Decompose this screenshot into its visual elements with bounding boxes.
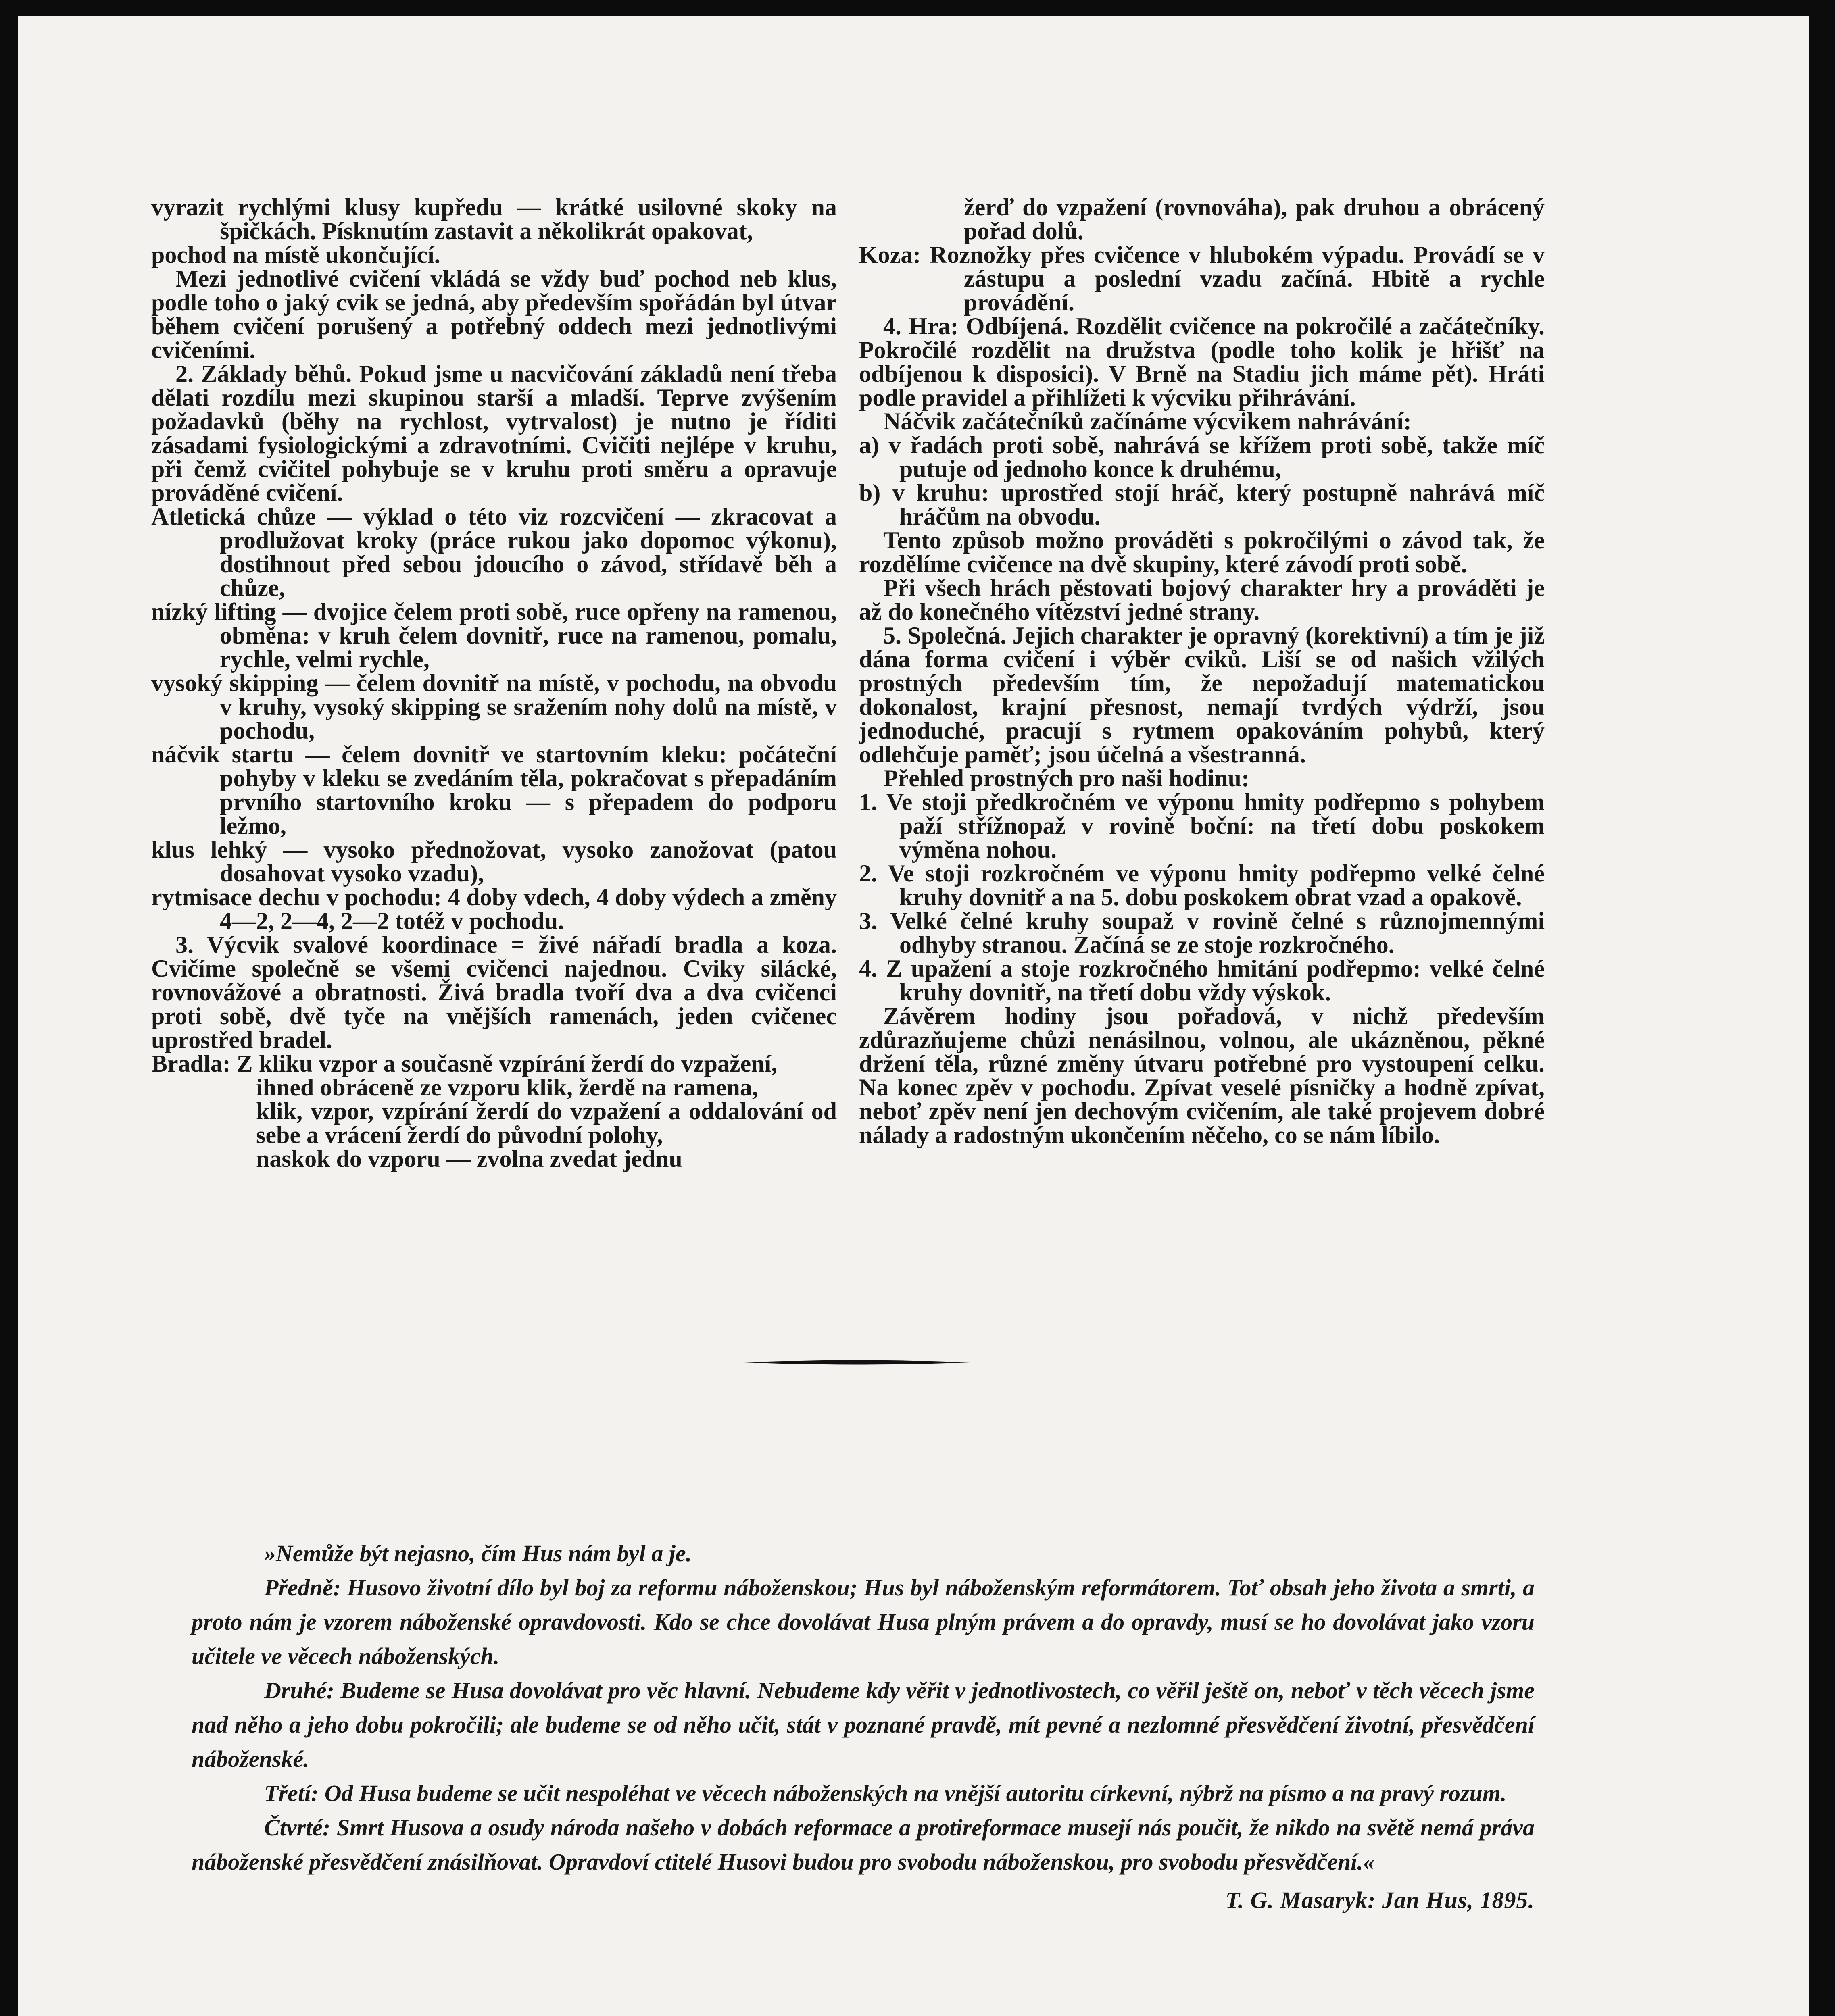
right-column <box>859 196 1545 1147</box>
list-item: 1. Ve stoji předkročném ve výponu hmity podřepmo s pohybem paží střížnopaž v rovině boční: na třetí dobu poskokem výměna nohou. <box>859 789 1545 863</box>
section-game: 4. Hra: Odbíjená. Rozdělit cvičence na pokročilé a začátečníky. Pokročilé rozdělit na družstva (podle toho kolik je hřišť na odbíjenou k disposici). V Brně na Stadiu jich máme pět). Hráti podle pravidel a přihlížeti k výcviku přihrávání. <box>859 313 1545 411</box>
paragraph: klus lehký — vysoko přednožovat, vysoko zanožovat (patou dosahovat vysoko vzadu), <box>151 836 837 887</box>
paragraph: pochod na místě ukončující. <box>151 242 440 268</box>
paragraph: vyrazit rychlými klusy kupředu — krátké usilovné skoky na špičkách. Písknutím zastavit a několikrát opakovat, <box>151 194 837 244</box>
paragraph: Při všech hrách pěstovati bojový charakter hry a prováděti je až do konečného vítězství jedné strany. <box>859 575 1545 625</box>
paragraph: nízký lifting — dvojice čelem proti sobě, ruce opřeny na ramenou, obměna: v kruh čelem dovnitř, ruce na ramenou, pomalu, rychle, velmi rychle, <box>151 598 837 673</box>
paragraph: vysoký skipping — čelem dovnitř na místě, v pochodu, na obvodu v kruhy, vysoký skipping se sražením nohy dolů na místě, v pochodu, <box>151 670 837 744</box>
list-item: 2. Ve stoji rozkročném ve výponu hmity podřepmo velké čelné kruhy dovnitř a na 5. dobu poskokem obrat vzad a opakově. <box>859 860 1545 910</box>
paragraph: rytmisace dechu v pochodu: 4 doby vdech, 4 doby výdech a změny 4—2, 2—4, 2—2 totéž v pochodu. <box>151 884 837 934</box>
quote-paragraph: Předně: Husovo životní dílo byl boj za reformu náboženskou; Hus byl náboženským reformátorem. Toť obsah jeho života a smrti, a proto nám je vzorem náboženské opravdovosti. Kdo se chce dovolávat Husa plným právem a do opravdy, musí se ho dovolávat jako vzoru učitele ve věcech náboženských. <box>192 1574 1535 1669</box>
list-item: 4. Z upažení a stoje rozkročného hmitání podřepmo: velké čelné kruhy dovnitř, na třetí dobu vždy výskok. <box>859 955 1545 1006</box>
paragraph: Závěrem hodiny jsou pořadová, v nichž především zdůrazňujeme chůzi nenásilnou, volnou, ale ukázněnou, pěkné držení těla, různé změny útvaru potřebné pro vystoupení celku. Na konec zpěv v pochodu. Zpívat veselé písničky a hodně zpívat, neboť zpěv není jen dechovým cvičením, ale také projevem dobré nálady a radostným ukončením něčeho, co se nám líbilo. <box>859 1003 1545 1148</box>
divider-ornament <box>744 1359 970 1366</box>
paragraph: Přehled prostných pro naši hodinu: <box>883 765 1249 791</box>
paragraph: náčvik startu — čelem dovnitř ve startovním kleku: počáteční pohyby v kleku se zvedáním těla, pokračovat s přepadáním prvního startovního kroku — s přepadem do podporu ležmo, <box>151 741 837 839</box>
paragraph: Mezi jednotlivé cvičení vkládá se vždy buď pochod neb klus, podle toho o jaký cvik se jedná, aby především spořádán byl útvar během cvičení porušený a potřebný oddech mezi jednotlivými cvičeními. <box>151 265 837 363</box>
paragraph: Tento způsob možno prováděti s pokročilými o závod tak, že rozdělíme cvičence na dvě skupiny, které závodí proti sobě. <box>859 527 1545 577</box>
paragraph: ihned obráceně ze vzporu klik, žerdě na ramena, <box>256 1074 758 1101</box>
page <box>18 16 1809 2016</box>
paragraph: Náčvik začátečníků začínáme výcvikem nahrávání: <box>883 408 1412 435</box>
section-common: 5. Společná. Jejich charakter je opravný (korektivní) a tím je již dána forma cvičení i výběr cviků. Liší se od našich vžilých prostných především tím, že nepožadují matematickou dokonalost, krajní přesnost, nemají tvrdých výdrží, jsou jednoduché, pracují s rytmem opakováním pohybů, který odlehčuje paměť; jsou účelná a všestranná. <box>859 622 1545 768</box>
masaryk-quote <box>192 1536 1535 1917</box>
paragraph: žerď do vzpažení (rovnováha), pak druhou a obrácený pořad dolů. <box>964 194 1545 244</box>
paragraph: Bradla: Z kliku vzpor a současně vzpírání žerdí do vzpažení, <box>151 1050 778 1077</box>
paragraph: Koza: Roznožky přes cvičence v hlubokém výpadu. Provádí se v zástupu a poslední vzadu začíná. Hbitě a rychle provádění. <box>859 242 1545 316</box>
quote-paragraph: »Nemůže být nejasno, čím Hus nám byl a je. <box>264 1540 692 1566</box>
quote-paragraph: Třetí: Od Husa budeme se učit nespoléhat ve věcech náboženských na vnější autoritu církevní, nýbrž na písmo a na pravý rozum. <box>264 1780 1507 1806</box>
section-basics-of-running: 2. Základy běhů. Pokud jsme u nacvičování základů není třeba dělati rozdílu mezi skupinou starší a mladší. Teprve zvýšením požadavků (běhy na rychlost, vytrvalost) je nutno je říditi zásadami fysiologickými a zdravotními. Cvičiti nejlépe v kruhu, při čemž cvičitel pohybuje se v kruhu proti směru a opravuje prováděné cvičení. <box>151 360 837 506</box>
quote-signature: T. G. Masaryk: Jan Hus, 1895. <box>1225 1887 1535 1913</box>
quote-paragraph: Druhé: Budeme se Husa dovolávat pro věc hlavní. Nebudeme kdy věřit v jednotlivostech, co věřil ještě on, neboť v těch věcech jsme nad něho a jeho dobu pokročili; ale budeme se od něho učit, stát v poznané pravdě, mít pevné a nezlomné přesvědčení životní, přesvědčení náboženské. <box>192 1677 1535 1772</box>
section-coordination: 3. Výcvik svalové koordinace = živé nářadí bradla a koza. Cvičíme společně se všemi cvičenci najednou. Cviky silácké, rovnovážové a obratnosti. Živá bradla tvoří dva a dva cvičenci proti sobě, dvě tyče na vnějších ramenách, jeden cvičenec uprostřed bradel. <box>151 931 837 1053</box>
paragraph: naskok do vzporu — zvolna zvedat jednu <box>256 1145 682 1172</box>
paragraph: klik, vzpor, vzpírání žerdí do vzpažení a oddalování od sebe a vrácení žerdí do původní polohy, <box>256 1098 837 1148</box>
list-item: b) v kruhu: uprostřed stojí hráč, který postupně nahrává míč hráčům na obvodu. <box>859 479 1545 530</box>
quote-paragraph: Čtvrté: Smrt Husova a osudy národa našeho v dobách reformace a protireformace musejí nás poučit, že nikdo na světě nemá práva náboženské přesvědčení znásilňovat. Opravdoví ctitelé Husovi budou pro svobodu náboženskou, pro svobodu přesvědčení.« <box>192 1814 1535 1875</box>
left-column <box>151 196 837 1171</box>
list-item: 3. Velké čelné kruhy soupaž v rovině čelné s různojmennými odhyby stranou. Začíná se ze stoje rozkročného. <box>859 908 1545 958</box>
paragraph: Atletická chůze — výklad o této viz rozcvičení — zkracovat a prodlužovat kroky (práce rukou jako dopomoc výkonu), dostihnout před sebou jdoucího o závod, střídavě běh a chůze, <box>151 503 837 601</box>
list-item: a) v řadách proti sobě, nahrává se křížem proti sobě, takže míč putuje od jednoho konce k druhému, <box>859 432 1545 482</box>
